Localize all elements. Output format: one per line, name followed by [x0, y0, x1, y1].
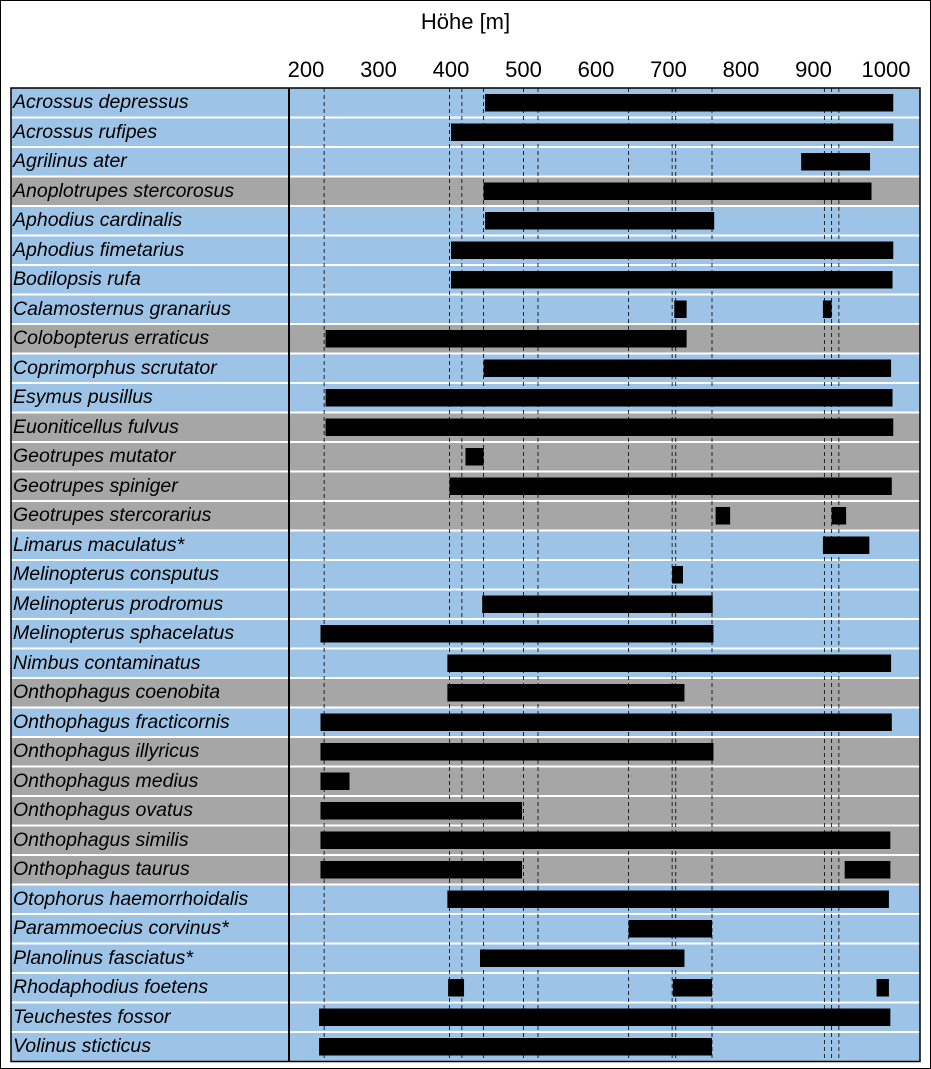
range-bar [326, 419, 894, 437]
range-bar [716, 507, 731, 525]
species-label: Planolinus fasciatus* [13, 946, 193, 969]
range-bar [674, 301, 686, 319]
species-label: Onthophagus ovatus [13, 799, 193, 821]
species-label: Volinus sticticus [13, 1035, 151, 1057]
species-label: Acrossus depressus [13, 91, 189, 113]
range-bar [480, 950, 684, 968]
range-bar [451, 242, 893, 260]
range-bar [466, 448, 484, 466]
species-label: Onthophagus coenobita [13, 681, 221, 703]
species-label: Melinopterus sphacelatus [13, 622, 235, 644]
species-label: Calamosternus granarius [13, 297, 231, 320]
range-bar [447, 891, 889, 909]
range-bar [877, 979, 889, 997]
x-tick-label: 300 [360, 57, 397, 82]
species-label: Onthophagus taurus [13, 858, 190, 880]
range-bar [845, 861, 891, 879]
range-bar [484, 360, 891, 378]
range-bar [673, 979, 712, 997]
range-bar [450, 478, 892, 496]
species-label: Parammoecius corvinus* [13, 917, 229, 939]
range-bar [451, 271, 893, 289]
x-tick-label: 600 [577, 57, 615, 82]
species-label: Geotrupes stercorarius [13, 504, 212, 526]
range-bar [823, 537, 869, 555]
species-label: Geotrupes spiniger [13, 474, 178, 497]
species-label: Geotrupes mutator [13, 445, 176, 467]
x-tick-label: 800 [722, 57, 760, 82]
range-bar [321, 714, 892, 732]
x-tick-label: 1000 [861, 57, 911, 82]
range-bar [319, 1038, 712, 1056]
row-background [11, 147, 920, 177]
range-bar [823, 301, 832, 319]
range-bar [451, 124, 893, 142]
species-label: Otophorus haemorrhoidalis [13, 887, 249, 910]
x-tick-label: 900 [795, 57, 832, 82]
range-bar [321, 861, 523, 879]
species-label: Colobopterus erraticus [13, 327, 210, 349]
species-label: Onthophagus similis [13, 828, 189, 851]
range-bar [319, 1009, 890, 1027]
species-label: Onthophagus fracticornis [13, 710, 230, 733]
species-label: Melinopterus consputus [13, 563, 219, 585]
range-bar [326, 389, 893, 407]
species-label: Esymus pusillus [13, 386, 153, 408]
species-label: Acrossus rufipes [13, 120, 158, 143]
species-label: Rhodaphodius foetens [13, 976, 209, 998]
species-label: Teuchestes fossor [13, 1005, 171, 1028]
species-label: Coprimorphus scrutator [13, 356, 217, 379]
species-label: Onthophagus illyricus [13, 740, 200, 762]
x-tick-label: 400 [432, 57, 470, 82]
range-bar [485, 94, 893, 112]
range-bar [321, 773, 350, 791]
species-label: Aphodius fimetarius [13, 238, 185, 261]
species-label: Agrilinus ater [13, 150, 127, 172]
chart-title: Höhe [m] [420, 9, 511, 34]
range-bar [482, 596, 713, 614]
range-bar [448, 979, 464, 997]
range-bar [447, 684, 684, 702]
species-label: Nimbus contaminatus [13, 651, 201, 674]
x-tick-label: 500 [505, 57, 542, 82]
species-label: Limarus maculatus* [13, 533, 185, 556]
range-bar [832, 507, 847, 525]
species-label: Bodilopsis rufa [13, 268, 141, 290]
species-label: Onthophagus medius [13, 769, 199, 792]
range-bar [672, 566, 683, 584]
range-bar [485, 212, 714, 230]
range-bar [801, 153, 870, 171]
range-bar [321, 802, 523, 820]
species-label: Aphodius cardinalis [13, 209, 183, 231]
species-label: Melinopterus prodromus [13, 592, 224, 615]
range-bar [484, 183, 872, 201]
range-bar [447, 655, 891, 673]
range-bar [321, 832, 891, 850]
x-tick-label: 200 [287, 57, 325, 82]
species-label: Anoplotrupes stercorosus [13, 179, 235, 202]
range-bar [321, 743, 714, 761]
range-bar [321, 625, 714, 643]
range-bar [629, 920, 712, 938]
range-bar [326, 330, 687, 348]
species-label: Euoniticellus fulvus [13, 415, 179, 438]
x-tick-label: 700 [650, 57, 687, 82]
